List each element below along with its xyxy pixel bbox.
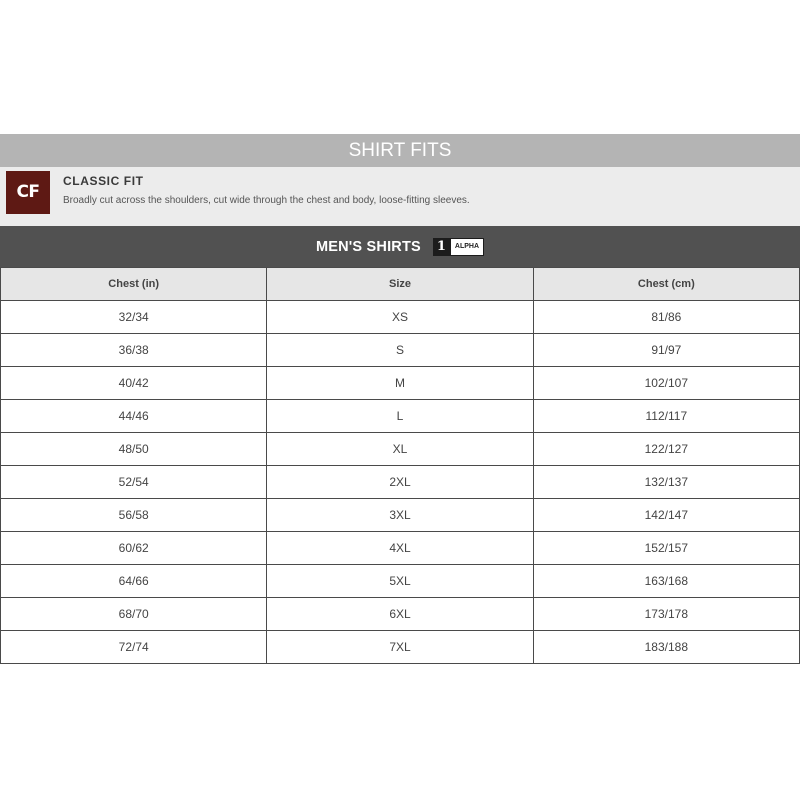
cell-size: 4XL (267, 532, 533, 565)
cell-chest-in: 56/58 (1, 499, 267, 532)
cell-chest-in: 52/54 (1, 466, 267, 499)
table-row (1, 301, 800, 334)
cell-size: S (267, 334, 533, 367)
cell-chest-in: 72/74 (1, 631, 267, 664)
size-chart-table (0, 267, 800, 664)
table-row (1, 466, 800, 499)
cell-size: XS (267, 301, 533, 334)
cell-chest-in: 36/38 (1, 334, 267, 367)
cell-chest-in: 68/70 (1, 598, 267, 631)
header-size: Size (267, 268, 533, 301)
classic-fit-row (0, 167, 800, 226)
cell-chest-cm: 142/147 (533, 499, 799, 532)
cell-chest-cm: 81/86 (533, 301, 799, 334)
cell-chest-in: 48/50 (1, 433, 267, 466)
cell-chest-cm: 122/127 (533, 433, 799, 466)
cell-chest-cm: 163/168 (533, 565, 799, 598)
cell-chest-cm: 183/188 (533, 631, 799, 664)
cell-chest-in: 44/46 (1, 400, 267, 433)
table-row (1, 499, 800, 532)
cell-chest-cm: 112/117 (533, 400, 799, 433)
table-row (1, 334, 800, 367)
header-chest-in: Chest (in) (1, 268, 267, 301)
cell-size: L (267, 400, 533, 433)
alpha-size-logo-icon (433, 238, 484, 256)
table-header-row (1, 268, 800, 301)
mens-shirts-title: MEN'S SHIRTS (315, 238, 421, 255)
table-row (1, 598, 800, 631)
classic-fit-badge-icon: CF (6, 171, 50, 214)
size-logo-number: 1 (433, 238, 450, 256)
cell-chest-cm: 132/137 (533, 466, 799, 499)
cell-size: XL (267, 433, 533, 466)
table-row (1, 433, 800, 466)
cell-size: 3XL (267, 499, 533, 532)
cell-chest-cm: 102/107 (533, 367, 799, 400)
classic-fit-title: CLASSIC FIT (63, 174, 144, 188)
table-row (1, 532, 800, 565)
header-chest-cm: Chest (cm) (533, 268, 799, 301)
cell-chest-in: 60/62 (1, 532, 267, 565)
size-logo-word: ALPHA (450, 238, 484, 256)
cell-chest-cm: 91/97 (533, 334, 799, 367)
cell-chest-in: 40/42 (1, 367, 267, 400)
cell-size: 5XL (267, 565, 533, 598)
mens-shirts-header (0, 226, 800, 267)
cell-chest-cm: 152/157 (533, 532, 799, 565)
table-row (1, 367, 800, 400)
table-row (1, 631, 800, 664)
cell-chest-in: 64/66 (1, 565, 267, 598)
cell-chest-cm: 173/178 (533, 598, 799, 631)
shirt-fits-banner: SHIRT FITS (0, 134, 800, 167)
cell-size: 7XL (267, 631, 533, 664)
table-row (1, 565, 800, 598)
table-row (1, 400, 800, 433)
classic-fit-description: Broadly cut across the shoulders, cut wide through the chest and body, loose-fitting sleeves. (63, 195, 470, 206)
cell-size: M (267, 367, 533, 400)
cell-chest-in: 32/34 (1, 301, 267, 334)
cell-size: 6XL (267, 598, 533, 631)
cell-size: 2XL (267, 466, 533, 499)
